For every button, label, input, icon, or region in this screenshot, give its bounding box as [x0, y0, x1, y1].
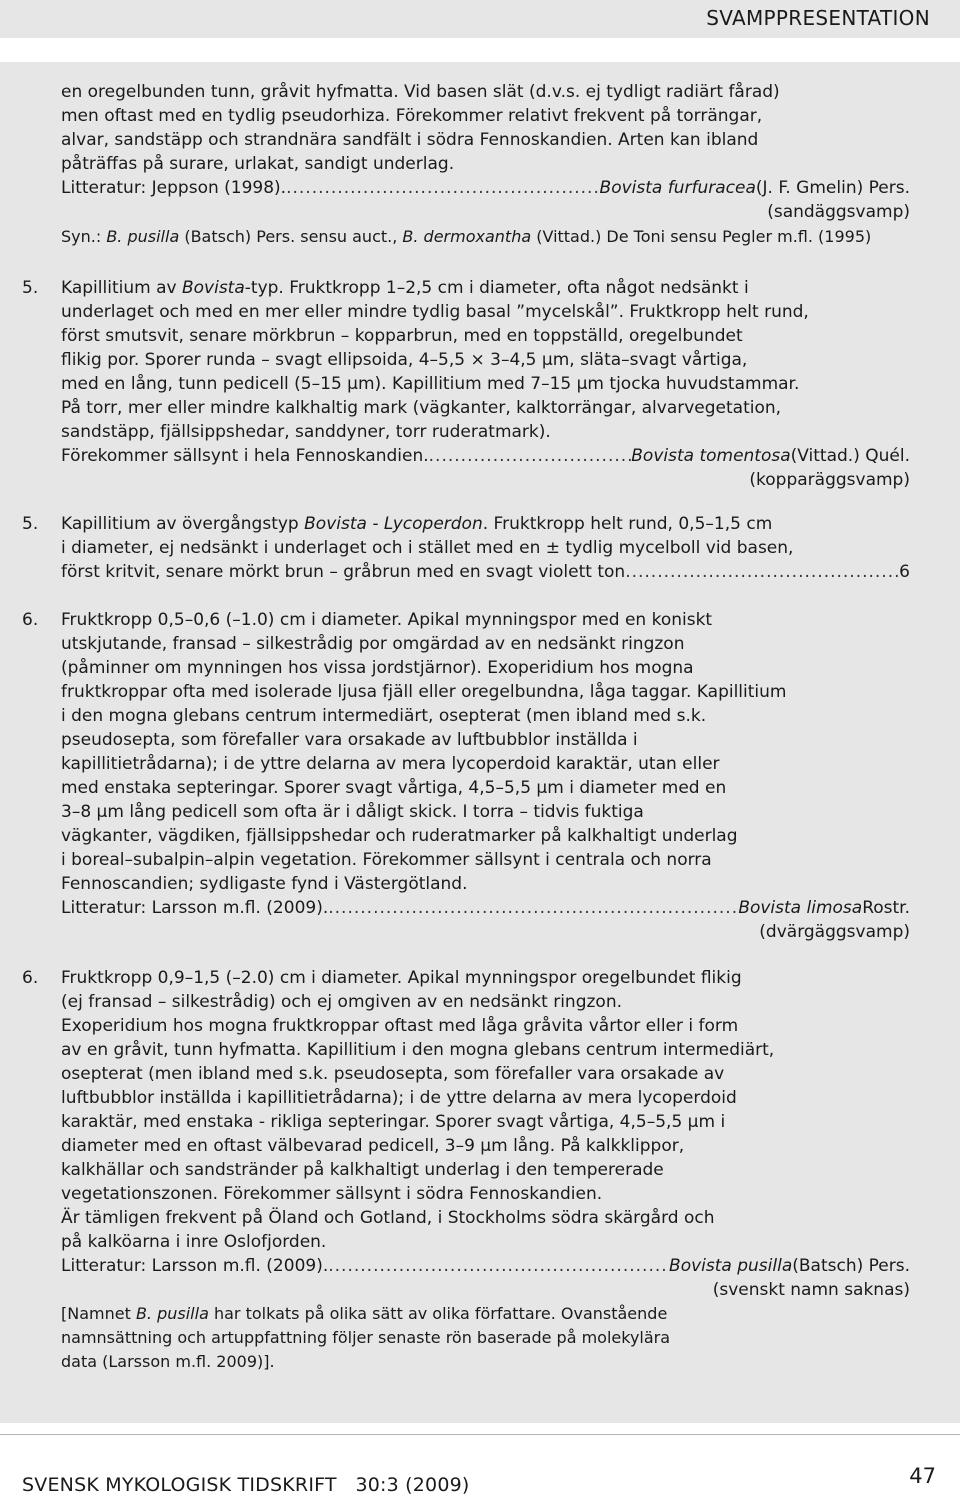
common-name: (svenskt namn saknas) [712, 1280, 910, 1300]
text-line: flikig por. Sporer runda – svagt ellipsoida, 4–5,5 × 3–4,5 µm, släta–svagt vårtiga, [61, 350, 748, 370]
text-line: 3–8 µm lång pedicell som ofta är i dåligt skick. I torra – tidvis fuktiga [61, 802, 644, 822]
text-line: Fruktkropp 0,9–1,5 (–2.0) cm i diameter. Apikal mynningspor oregelbundet flikig [61, 968, 742, 988]
text-line: av en gråvit, tunn hyfmatta. Kapillitium i den mogna glebans centrum intermediärt, [61, 1040, 775, 1060]
text-span: Kapillitium av [61, 278, 182, 298]
literature-ref: Litteratur: Jeppson (1998). [61, 178, 287, 198]
text-line: i diameter, ej nedsänkt i underlaget och i stället med en ± tydlig mycelboll vid basen, [61, 538, 794, 558]
leader-dots [328, 1254, 669, 1278]
text-line: På torr, mer eller mindre kalkhaltig mark (vägkanter, kalktorrängar, alvarvegetation, [61, 398, 782, 418]
result-line [61, 896, 910, 920]
synonym-name: B. dermoxantha [402, 227, 532, 246]
page-number: 47 [909, 1464, 936, 1488]
text-line: med en lång, tunn pedicell (5–15 µm). Kapillitium med 7–15 µm tjocka huvudstammar. [61, 374, 800, 394]
text-line [61, 276, 749, 300]
species-name: Bovista furfuracea [599, 178, 756, 198]
species-author: Rostr. [862, 898, 910, 918]
synonyms-line [61, 225, 871, 249]
text-line: osepterat (men ibland med s.k. pseudosepta, som förefaller vara orsakade av [61, 1064, 725, 1084]
text-line: pseudosepta, som förefaller vara orsakade av luftbubblor inställda i [61, 730, 638, 750]
text-line: först smutsvit, senare mörkbrun – kopparbrun, med en toppställd, oregelbundet [61, 326, 743, 346]
text-line: Fruktkropp 0,5–0,6 (–1.0) cm i diameter. Apikal mynningspor med en koniskt [61, 610, 713, 630]
text-line: karaktär, med enstaka - rikliga septeringar. Sporer svagt vårtiga, 4,5–5,5 µm i [61, 1112, 726, 1132]
text-line [61, 512, 772, 536]
leader-dots [429, 444, 632, 468]
text-line: luftbubblor inställda i kapillitietrådarna); i de yttre delarna av mera lycoperdoid [61, 1088, 737, 1108]
common-name: (dvärgäggsvamp) [759, 922, 910, 942]
species-name: Bovista pusilla [669, 1256, 793, 1276]
species-name: B. pusilla [135, 1304, 209, 1323]
distribution-text: Förekommer sällsynt i hela Fennoskandien. [61, 446, 429, 466]
text-span: -typ. Fruktkropp 1–2,5 cm i diameter, ofta något nedsänkt i [244, 278, 749, 298]
text-line: Exoperidium hos mogna fruktkroppar oftast med låga gråvita vårtor eller i form [61, 1016, 739, 1036]
result-line [61, 560, 910, 584]
result-line [61, 1254, 910, 1278]
couplet-number: 6. [22, 610, 39, 630]
footer-divider [0, 1434, 960, 1435]
text-line: underlaget och med en mer eller mindre tydlig basal ”mycelskål”. Fruktkropp helt rund, [61, 302, 809, 322]
text-line: en oregelbunden tunn, gråvit hyfmatta. Vid basen slät (d.v.s. ej tydligt radiärt fårad) [61, 82, 780, 102]
literature-ref: Litteratur: Larsson m.fl. (2009). [61, 1256, 329, 1276]
text-line: på kalköarna i inre Oslofjorden. [61, 1232, 327, 1252]
leader-dots [625, 560, 899, 584]
couplet-number: 6. [22, 968, 39, 988]
genus-name: Bovista [181, 278, 245, 298]
text-span: först kritvit, senare mörkt brun – gråbrun med en svagt violett ton [61, 562, 626, 582]
result-line [61, 444, 910, 468]
text-line: i boreal–subalpin–alpin vegetation. Förekommer sällsynt i centrala och norra [61, 850, 712, 870]
text-line: utskjutande, fransad – silkestrådig por omgärdad av en nedsänkt ringzon [61, 634, 685, 654]
goto-couplet: 6 [899, 562, 910, 582]
text-span: . Fruktkropp helt rund, 0,5–1,5 cm [482, 514, 773, 534]
leader-dots [286, 176, 599, 200]
couplet-number: 5. [22, 278, 39, 298]
text-line: diameter med en oftast välbevarad pedicell, 3–9 µm lång. På kalkklippor, [61, 1136, 685, 1156]
text-line: fruktkroppar ofta med isolerade ljusa fjäll eller oregelbundna, låga taggar. Kapillitium [61, 682, 787, 702]
text-span: [Namnet [61, 1304, 136, 1323]
text-line [61, 1302, 667, 1326]
syn-text: (Batsch) Pers. sensu auct., [179, 227, 403, 246]
genus-name: Bovista - Lycoperdon [304, 514, 483, 534]
text-line: Är tämligen frekvent på Öland och Gotland, i Stockholms södra skärgård och [61, 1208, 715, 1228]
leader-dots [328, 896, 738, 920]
result-line [61, 176, 910, 200]
common-name: (kopparäggsvamp) [749, 470, 910, 490]
species-author: (Batsch) Pers. [792, 1256, 910, 1276]
text-line: kapillitietrådarna); i de yttre delarna av mera lycoperdoid karaktär, utan eller [61, 754, 720, 774]
text-span: Kapillitium av övergångstyp [61, 514, 305, 534]
species-name: Bovista limosa [738, 898, 863, 918]
text-line: men oftast med en tydlig pseudorhiza. Förekommer relativt frekvent på torrängar, [61, 106, 763, 126]
text-line: kalkhällar och sandstränder på kalkhaltigt underlag i den tempererade [61, 1160, 664, 1180]
literature-ref: Litteratur: Larsson m.fl. (2009). [61, 898, 329, 918]
species-name: Bovista tomentosa [631, 446, 791, 466]
text-line: (ej fransad – silkestrådig) och ej omgiven av en nedsänkt ringzon. [61, 992, 622, 1012]
text-line: sandstäpp, fjällsippshedar, sanddyner, torr ruderatmark). [61, 422, 551, 442]
text-line: (påminner om mynningen hos vissa jordstjärnor). Exoperidium hos mogna [61, 658, 694, 678]
journal-citation: SVENSK MYKOLOGISK TIDSKRIFT 30:3 (2009) [22, 1474, 470, 1496]
text-line: i den mogna glebans centrum intermediärt, osepterat (men ibland med s.k. [61, 706, 707, 726]
text-line: vägkanter, vägdiken, fjällsippshedar och ruderatmarker på kalkhaltigt underlag [61, 826, 738, 846]
section-title: SVAMPPRESENTATION [706, 6, 930, 30]
text-line: data (Larsson m.fl. 2009)]. [61, 1352, 275, 1371]
text-line: alvar, sandstäpp och strandnära sandfält i södra Fennoskandien. Arten kan ibland [61, 130, 759, 150]
common-name: (sandäggsvamp) [767, 202, 910, 222]
text-line: med enstaka septeringar. Sporer svagt vårtiga, 4,5–5,5 µm i diameter med en [61, 778, 727, 798]
species-author: (J. F. Gmelin) Pers. [755, 178, 910, 198]
synonym-name: B. pusilla [106, 227, 180, 246]
syn-label: Syn.: [61, 227, 107, 246]
syn-text: (Vittad.) De Toni sensu Pegler m.fl. (1995) [531, 227, 872, 246]
text-line: vegetationszonen. Förekommer sällsynt i södra Fennoskandien. [61, 1184, 603, 1204]
text-line: påträffas på surare, urlakat, sandigt underlag. [61, 154, 455, 174]
header-band [0, 0, 960, 38]
couplet-number: 5. [22, 514, 39, 534]
text-line: namnsättning och artuppfattning följer senaste rön baserade på molekylära [61, 1328, 671, 1347]
species-author: (Vittad.) Quél. [790, 446, 910, 466]
text-span: har tolkats på olika sätt av olika författare. Ovanstående [208, 1304, 668, 1323]
text-line: Fennoscandien; sydligaste fynd i Västergötland. [61, 874, 468, 894]
